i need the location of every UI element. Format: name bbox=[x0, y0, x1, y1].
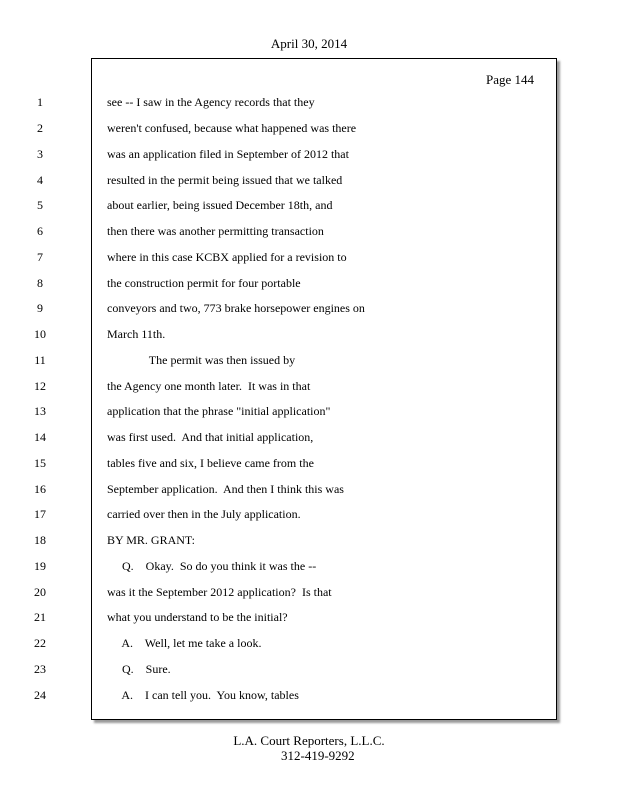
line-number: 23 bbox=[34, 662, 46, 676]
transcript-line: resulted in the permit being issued that we talked bbox=[107, 173, 343, 187]
transcript-line: A. I can tell you. You know, tables bbox=[107, 688, 299, 702]
transcript-line: tables five and six, I believe came from the bbox=[107, 456, 314, 470]
page-number: Page 144 bbox=[485, 72, 534, 87]
transcript-line: carried over then in the July application. bbox=[107, 507, 301, 521]
line-number: 1 bbox=[37, 95, 43, 109]
transcript-line: the Agency one month later. It was in that bbox=[107, 379, 311, 393]
transcript-line: then there was another permitting transaction bbox=[107, 224, 324, 238]
line-number: 24 bbox=[34, 688, 46, 702]
line-number: 15 bbox=[34, 456, 46, 470]
transcript-line: was it the September 2012 application? Is that bbox=[107, 585, 332, 599]
line-number: 4 bbox=[37, 173, 43, 187]
transcript-line: the construction permit for four portable bbox=[107, 276, 301, 290]
transcript-line: March 11th. bbox=[107, 327, 166, 341]
line-number: 7 bbox=[37, 250, 43, 264]
line-number: 19 bbox=[34, 559, 46, 573]
line-number: 3 bbox=[37, 147, 43, 161]
transcript-date: April 30, 2014 bbox=[270, 36, 348, 51]
line-number: 21 bbox=[34, 610, 46, 624]
line-number: 14 bbox=[34, 430, 46, 444]
line-number: 16 bbox=[34, 482, 46, 496]
line-number: 17 bbox=[34, 507, 46, 521]
transcript-line: about earlier, being issued December 18th, and bbox=[107, 198, 333, 212]
transcript-line: BY MR. GRANT: bbox=[107, 533, 195, 547]
transcript-line: conveyors and two, 773 brake horsepower engines on bbox=[107, 301, 365, 315]
line-number-column bbox=[0, 0, 80, 800]
footer-phone-number: 312-419-9292 bbox=[281, 748, 355, 763]
line-number: 13 bbox=[34, 404, 46, 418]
line-number: 20 bbox=[34, 585, 46, 599]
transcript-line: September application. And then I think this was bbox=[107, 482, 344, 496]
transcript-line: where in this case KCBX applied for a revision to bbox=[107, 250, 347, 264]
line-number: 12 bbox=[34, 379, 46, 393]
transcript-line: The permit was then issued by bbox=[107, 353, 296, 367]
line-number: 8 bbox=[37, 276, 43, 290]
line-number: 10 bbox=[34, 327, 46, 341]
transcript-line: A. Well, let me take a look. bbox=[107, 636, 262, 650]
footer-company-name: L.A. Court Reporters, L.L.C. bbox=[233, 733, 385, 748]
transcript-line: what you understand to be the initial? bbox=[107, 610, 288, 624]
line-number: 11 bbox=[34, 353, 46, 367]
transcript-line: was an application filed in September of 2012 that bbox=[107, 147, 349, 161]
transcript-line: was first used. And that initial application, bbox=[107, 430, 314, 444]
transcript-line: weren't confused, because what happened was there bbox=[107, 121, 357, 135]
line-number: 18 bbox=[34, 533, 46, 547]
line-number: 6 bbox=[37, 224, 43, 238]
transcript-line: Q. Sure. bbox=[107, 662, 171, 676]
line-number: 9 bbox=[37, 301, 43, 315]
line-number: 2 bbox=[37, 121, 43, 135]
line-number: 22 bbox=[34, 636, 46, 650]
transcript-line: see -- I saw in the Agency records that they bbox=[107, 95, 315, 109]
transcript-line: application that the phrase "initial application" bbox=[107, 404, 331, 418]
line-number: 5 bbox=[37, 198, 43, 212]
transcript-line: Q. Okay. So do you think it was the -- bbox=[107, 559, 317, 573]
